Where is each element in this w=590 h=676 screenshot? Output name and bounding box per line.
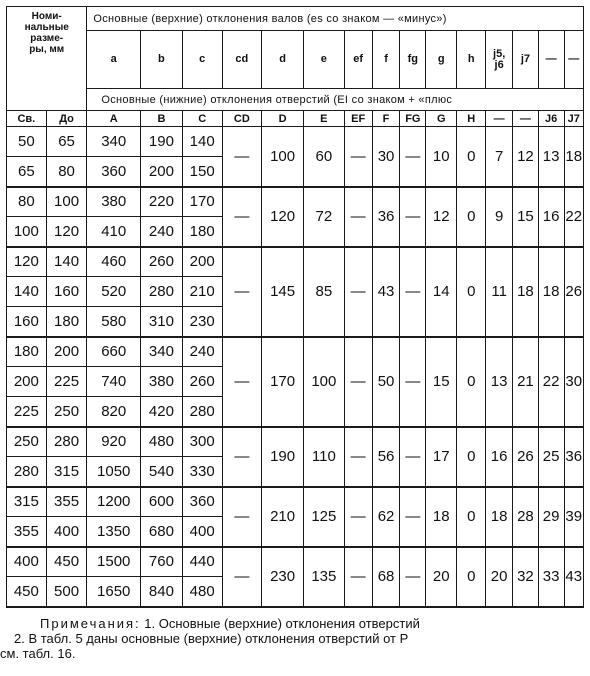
cell-f: 56 xyxy=(372,427,400,487)
cell-from: 280 xyxy=(7,457,47,487)
cell-c: 200 xyxy=(182,247,222,277)
cell-cd: — xyxy=(222,427,262,487)
cell-to: 140 xyxy=(46,247,87,277)
cell-ef: — xyxy=(344,247,372,337)
cell-fg: — xyxy=(400,487,426,547)
cell-b: 310 xyxy=(141,307,183,337)
cell-to: 315 xyxy=(46,457,87,487)
cell-a: 1650 xyxy=(87,577,141,607)
cell-a: 360 xyxy=(87,157,141,187)
cell-a: 580 xyxy=(87,307,141,337)
tolerance-table xyxy=(6,6,584,608)
cell-d: 120 xyxy=(262,187,304,247)
cell-to: 120 xyxy=(46,217,87,247)
cell-h: 0 xyxy=(457,187,486,247)
cell-from: 355 xyxy=(7,517,47,547)
cell-cd: — xyxy=(222,187,262,247)
cell-to: 180 xyxy=(46,307,87,337)
cell-e: 135 xyxy=(303,547,344,607)
cell-to: 65 xyxy=(46,127,87,157)
cell-cd: — xyxy=(222,247,262,337)
cell-j6: 33 xyxy=(538,547,564,607)
cell-e: 85 xyxy=(303,247,344,337)
cell-a: 410 xyxy=(87,217,141,247)
cell-j1: 11 xyxy=(486,247,513,337)
cell-fg: — xyxy=(400,187,426,247)
shaft-letter-3: cd xyxy=(222,31,262,89)
cell-from: 450 xyxy=(7,577,47,607)
cell-b: 540 xyxy=(141,457,183,487)
cell-g: 17 xyxy=(426,427,457,487)
shaft-letter-1: b xyxy=(141,31,183,89)
cell-j2: 21 xyxy=(513,337,539,427)
cell-a: 1350 xyxy=(87,517,141,547)
cell-ef: — xyxy=(344,427,372,487)
cell-c: 150 xyxy=(182,157,222,187)
cell-c: 140 xyxy=(182,127,222,157)
cell-e: 110 xyxy=(303,427,344,487)
cell-f: 43 xyxy=(372,247,400,337)
cell-c: 280 xyxy=(182,397,222,427)
cell-d: 170 xyxy=(262,337,304,427)
table-row xyxy=(7,187,584,217)
cell-g: 10 xyxy=(426,127,457,187)
cell-to: 400 xyxy=(46,517,87,547)
nominal-size-header: Номи- нальные разме- ры, мм xyxy=(7,7,87,111)
cell-j6: 13 xyxy=(538,127,564,187)
cell-from: 65 xyxy=(7,157,47,187)
cell-a: 660 xyxy=(87,337,141,367)
cell-g: 14 xyxy=(426,247,457,337)
cell-f: 36 xyxy=(372,187,400,247)
shaft-letter-6: ef xyxy=(344,31,372,89)
cell-from: 80 xyxy=(7,187,47,217)
from-header: Св. xyxy=(7,111,47,127)
cell-j1: 13 xyxy=(486,337,513,427)
shaft-letter-12: j7 xyxy=(513,31,539,89)
cell-c: 360 xyxy=(182,487,222,517)
shaft-letter-4: d xyxy=(262,31,304,89)
table-row xyxy=(7,337,584,367)
shaft-letter-0: a xyxy=(87,31,141,89)
cell-e: 72 xyxy=(303,187,344,247)
cell-j7: 26 xyxy=(564,247,583,337)
cell-d: 230 xyxy=(262,547,304,607)
hole-letter-8: FG xyxy=(400,111,426,127)
cell-d: 190 xyxy=(262,427,304,487)
cell-a: 820 xyxy=(87,397,141,427)
cell-h: 0 xyxy=(457,337,486,427)
cell-j1: 7 xyxy=(486,127,513,187)
table-row xyxy=(7,247,584,277)
cell-d: 210 xyxy=(262,487,304,547)
cell-a: 740 xyxy=(87,367,141,397)
cell-d: 145 xyxy=(262,247,304,337)
cell-j6: 29 xyxy=(538,487,564,547)
cell-to: 450 xyxy=(46,547,87,577)
hole-letter-12: — xyxy=(513,111,539,127)
holes-section-title: Основные (нижние) отклонения отверстий (EI со знаком + «плюс xyxy=(87,89,584,111)
cell-e: 100 xyxy=(303,337,344,427)
cell-cd: — xyxy=(222,487,262,547)
shaft-letter-11: j5, j6 xyxy=(486,31,513,89)
cell-a: 380 xyxy=(87,187,141,217)
cell-a: 520 xyxy=(87,277,141,307)
cell-c: 330 xyxy=(182,457,222,487)
cell-to: 100 xyxy=(46,187,87,217)
shaft-letter-5: e xyxy=(303,31,344,89)
cell-c: 480 xyxy=(182,577,222,607)
cell-b: 260 xyxy=(141,247,183,277)
cell-g: 12 xyxy=(426,187,457,247)
hole-letter-1: B xyxy=(141,111,183,127)
cell-from: 225 xyxy=(7,397,47,427)
shaft-letter-2: c xyxy=(182,31,222,89)
hole-letter-0: A xyxy=(87,111,141,127)
cell-ef: — xyxy=(344,127,372,187)
cell-from: 180 xyxy=(7,337,47,367)
cell-g: 15 xyxy=(426,337,457,427)
cell-a: 1200 xyxy=(87,487,141,517)
cell-from: 250 xyxy=(7,427,47,457)
notes-text-1: 1. Основные (верхние) отклонения отверстий xyxy=(144,616,420,631)
cell-b: 240 xyxy=(141,217,183,247)
cell-g: 18 xyxy=(426,487,457,547)
notes-line-2: 2. В табл. 5 даны основные (верхние) отклонения отверстий от P xyxy=(14,631,409,646)
cell-b: 340 xyxy=(141,337,183,367)
cell-a: 340 xyxy=(87,127,141,157)
hole-letter-5: E xyxy=(303,111,344,127)
cell-h: 0 xyxy=(457,247,486,337)
cell-to: 225 xyxy=(46,367,87,397)
cell-b: 600 xyxy=(141,487,183,517)
cell-fg: — xyxy=(400,337,426,427)
cell-j6: 25 xyxy=(538,427,564,487)
cell-j1: 16 xyxy=(486,427,513,487)
cell-to: 355 xyxy=(46,487,87,517)
shaft-letter-10: h xyxy=(457,31,486,89)
cell-h: 0 xyxy=(457,487,486,547)
cell-f: 68 xyxy=(372,547,400,607)
cell-g: 20 xyxy=(426,547,457,607)
cell-b: 200 xyxy=(141,157,183,187)
hole-letter-13: J6 xyxy=(538,111,564,127)
cell-j2: 32 xyxy=(513,547,539,607)
cell-h: 0 xyxy=(457,127,486,187)
tolerance-table-container xyxy=(6,6,584,608)
cell-from: 400 xyxy=(7,547,47,577)
shafts-section-title: Основные (верхние) отклонения валов (es со знаком — «минус») xyxy=(87,7,584,31)
cell-to: 80 xyxy=(46,157,87,187)
table-row xyxy=(7,547,584,577)
cell-to: 250 xyxy=(46,397,87,427)
cell-from: 160 xyxy=(7,307,47,337)
cell-a: 1050 xyxy=(87,457,141,487)
cell-a: 1500 xyxy=(87,547,141,577)
cell-c: 260 xyxy=(182,367,222,397)
cell-h: 0 xyxy=(457,427,486,487)
cell-fg: — xyxy=(400,547,426,607)
notes-label: Примечания: xyxy=(40,616,141,631)
cell-j7: 36 xyxy=(564,427,583,487)
cell-b: 840 xyxy=(141,577,183,607)
cell-c: 300 xyxy=(182,427,222,457)
shaft-letter-8: fg xyxy=(400,31,426,89)
cell-from: 200 xyxy=(7,367,47,397)
cell-d: 100 xyxy=(262,127,304,187)
cell-b: 480 xyxy=(141,427,183,457)
cell-from: 315 xyxy=(7,487,47,517)
shaft-letter-7: f xyxy=(372,31,400,89)
cell-to: 280 xyxy=(46,427,87,457)
cell-b: 380 xyxy=(141,367,183,397)
cell-a: 460 xyxy=(87,247,141,277)
notes-line-3: см. табл. 16. xyxy=(0,646,76,661)
hole-letter-10: H xyxy=(457,111,486,127)
hole-letter-2: C xyxy=(182,111,222,127)
cell-h: 0 xyxy=(457,547,486,607)
cell-cd: — xyxy=(222,127,262,187)
hole-letter-7: F xyxy=(372,111,400,127)
cell-e: 125 xyxy=(303,487,344,547)
cell-fg: — xyxy=(400,427,426,487)
table-row xyxy=(7,127,584,157)
cell-b: 420 xyxy=(141,397,183,427)
cell-j2: 28 xyxy=(513,487,539,547)
shaft-letter-14: — xyxy=(564,31,583,89)
cell-j2: 12 xyxy=(513,127,539,187)
cell-b: 680 xyxy=(141,517,183,547)
cell-from: 50 xyxy=(7,127,47,157)
cell-b: 220 xyxy=(141,187,183,217)
to-header: До xyxy=(46,111,87,127)
notes-line-1 xyxy=(0,616,584,631)
cell-j7: 43 xyxy=(564,547,583,607)
cell-j7: 22 xyxy=(564,187,583,247)
cell-j6: 16 xyxy=(538,187,564,247)
cell-to: 500 xyxy=(46,577,87,607)
notes xyxy=(0,616,584,661)
hole-letter-3: CD xyxy=(222,111,262,127)
cell-ef: — xyxy=(344,337,372,427)
cell-f: 30 xyxy=(372,127,400,187)
cell-a: 920 xyxy=(87,427,141,457)
cell-from: 120 xyxy=(7,247,47,277)
shaft-letter-13: — xyxy=(538,31,564,89)
cell-j7: 39 xyxy=(564,487,583,547)
cell-from: 100 xyxy=(7,217,47,247)
cell-ef: — xyxy=(344,547,372,607)
cell-c: 400 xyxy=(182,517,222,547)
cell-j1: 9 xyxy=(486,187,513,247)
cell-f: 50 xyxy=(372,337,400,427)
cell-j7: 18 xyxy=(564,127,583,187)
cell-c: 170 xyxy=(182,187,222,217)
cell-j2: 18 xyxy=(513,247,539,337)
cell-j2: 26 xyxy=(513,427,539,487)
cell-c: 230 xyxy=(182,307,222,337)
hole-letter-11: — xyxy=(486,111,513,127)
cell-c: 440 xyxy=(182,547,222,577)
cell-ef: — xyxy=(344,187,372,247)
cell-from: 140 xyxy=(7,277,47,307)
hole-letter-9: G xyxy=(426,111,457,127)
cell-cd: — xyxy=(222,547,262,607)
cell-j6: 18 xyxy=(538,247,564,337)
table-row xyxy=(7,487,584,517)
cell-to: 160 xyxy=(46,277,87,307)
cell-fg: — xyxy=(400,247,426,337)
cell-j1: 20 xyxy=(486,547,513,607)
cell-c: 210 xyxy=(182,277,222,307)
cell-b: 190 xyxy=(141,127,183,157)
cell-to: 200 xyxy=(46,337,87,367)
cell-b: 280 xyxy=(141,277,183,307)
shaft-letter-9: g xyxy=(426,31,457,89)
cell-j7: 30 xyxy=(564,337,583,427)
hole-letter-4: D xyxy=(262,111,304,127)
cell-b: 760 xyxy=(141,547,183,577)
cell-fg: — xyxy=(400,127,426,187)
table-row xyxy=(7,427,584,457)
cell-j2: 15 xyxy=(513,187,539,247)
cell-f: 62 xyxy=(372,487,400,547)
cell-c: 180 xyxy=(182,217,222,247)
cell-e: 60 xyxy=(303,127,344,187)
cell-c: 240 xyxy=(182,337,222,367)
cell-ef: — xyxy=(344,487,372,547)
hole-letter-6: EF xyxy=(344,111,372,127)
hole-letter-14: J7 xyxy=(564,111,583,127)
cell-j6: 22 xyxy=(538,337,564,427)
cell-j1: 18 xyxy=(486,487,513,547)
cell-cd: — xyxy=(222,337,262,427)
